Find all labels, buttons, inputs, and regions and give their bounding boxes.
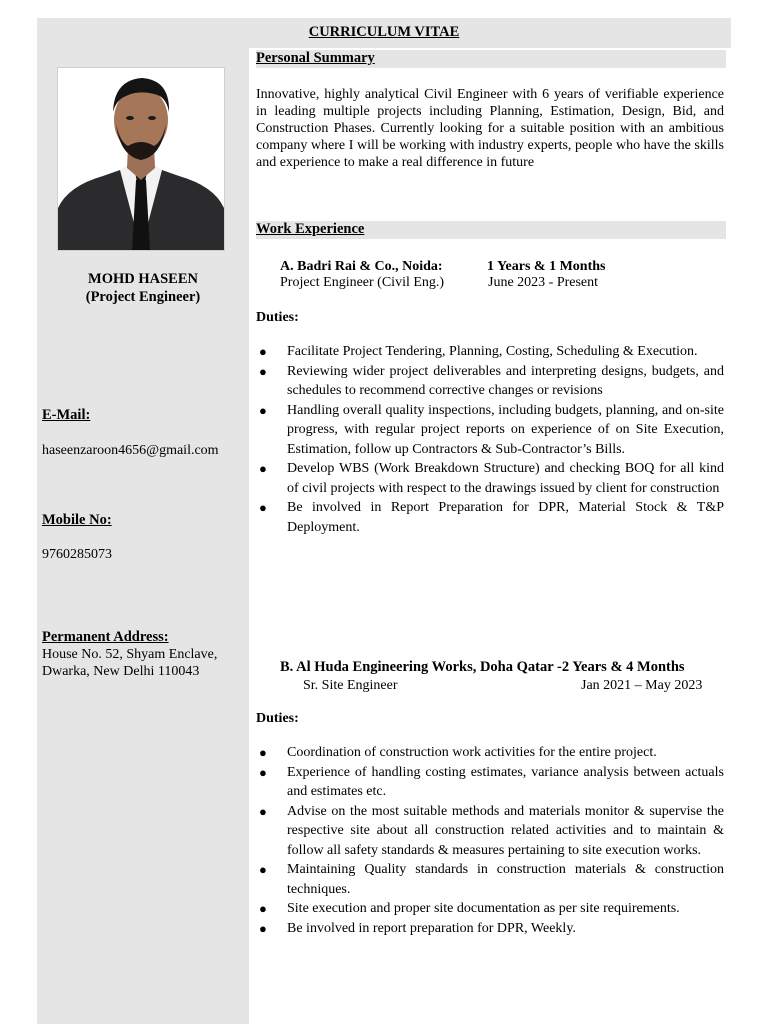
list-item (256, 498, 724, 537)
duty-text: Be involved in report preparation for DPR, Weekly. (287, 920, 576, 936)
mobile-number: 9760285073 (42, 547, 112, 562)
bullet-icon: ● (259, 764, 267, 780)
job-a-period: June 2023 - Present (488, 275, 599, 290)
bullet-icon: ● (259, 803, 267, 819)
candidate-role: (Project Engineer) (85, 289, 201, 305)
job-a-company: A. Badri Rai & Co., Noida: (280, 259, 443, 274)
duty-text: Advise on the most suitable methods and materials monitor & supervise the respective site about all construction related activities and to maintain & follow all safety standards & measures pertaining to site execution works. (287, 803, 724, 858)
duty-text: Site execution and proper site documentation as per site requirements. (287, 901, 680, 916)
bullet-icon: ● (259, 402, 267, 418)
list-item (256, 401, 724, 460)
bullet-icon: ● (259, 920, 267, 936)
duty-text: Handling overall quality inspections, including budgets, planning, and on-site progress, with regular project reports on experience of on Site Execution, Estimation, follow up Contractors & Sub-Contractor’s Bills. (287, 402, 724, 457)
duty-text: Develop WBS (Work Breakdown Structure) and checking BOQ for all kind of civil projects with respect to the drawings issued by client for construction (287, 461, 724, 496)
address-line-1: House No. 52, Shyam Enclave, (42, 647, 218, 662)
duty-text: Coordination of construction work activities for the entire project. (287, 745, 657, 760)
profile-photo-image (58, 68, 224, 250)
email-address: haseenzaroon4656@gmail.com (42, 443, 219, 458)
personal-summary-heading-text: Personal Summary (256, 50, 375, 66)
job-b-company: B. Al Huda Engineering Works, Doha Qatar -2 Years & 4 Months (280, 659, 685, 675)
list-item (256, 899, 724, 919)
personal-summary-heading (256, 50, 726, 68)
job-a-position: Project Engineer (Civil Eng.) (280, 275, 445, 290)
bullet-icon: ● (259, 745, 267, 760)
work-experience-heading (256, 221, 726, 239)
bullet-icon: ● (259, 901, 267, 916)
job-b-duties-label: Duties: (256, 711, 299, 726)
profile-photo (57, 67, 225, 251)
list-item (256, 459, 724, 498)
email-label: E-Mail: (42, 407, 91, 423)
job-a-duration: 1 Years & 1 Months (487, 259, 606, 274)
work-experience-heading-text: Work Experience (256, 221, 365, 237)
duty-text: Facilitate Project Tendering, Planning, Costing, Scheduling & Execution. (287, 344, 698, 359)
bullet-icon: ● (259, 363, 267, 379)
list-item (256, 362, 724, 401)
list-item (256, 342, 724, 362)
list-item (256, 802, 724, 861)
list-item (256, 743, 724, 763)
duty-text: Reviewing wider project deliverables and interpreting designs, budgets, and schedules to recommend corrective changes or revisions (287, 363, 724, 398)
job-a-duties-list (256, 342, 724, 537)
bullet-icon: ● (259, 344, 267, 359)
address-label: Permanent Address: (42, 629, 169, 645)
candidate-name: MOHD HASEEN (88, 271, 198, 287)
bullet-icon: ● (259, 862, 267, 877)
cv-title: CURRICULUM VITAE (308, 24, 460, 40)
personal-summary-text: Innovative, highly analytical Civil Engineer with 6 years of verifiable experience in leading multiple projects including Planning, Estimation, Design, Bid, and Construction Phases. Currently looking for a suitable position with an ambitious company where I will be working with industry experts, people who have the skills and experience to make a real difference in future (256, 87, 724, 170)
duty-text: Experience of handling costing estimates, variance analysis between actuals and estimates etc. (287, 764, 724, 799)
duty-text: Be involved in Report Preparation for DPR, Material Stock & T&P Deployment. (287, 500, 724, 535)
duty-text: Maintaining Quality standards in construction materials & construction techniques. (287, 862, 724, 897)
mobile-label: Mobile No: (42, 512, 112, 528)
job-a-duties-label: Duties: (256, 310, 299, 325)
job-b-period: Jan 2021 – May 2023 (581, 678, 703, 693)
bullet-icon: ● (259, 500, 267, 515)
job-b-duties-list (256, 743, 724, 938)
address-line-2: Dwarka, New Delhi 110043 (42, 664, 200, 679)
job-b-position: Sr. Site Engineer (303, 678, 398, 693)
list-item (256, 919, 724, 939)
list-item (256, 860, 724, 899)
list-item (256, 763, 724, 802)
bullet-icon: ● (259, 461, 267, 476)
